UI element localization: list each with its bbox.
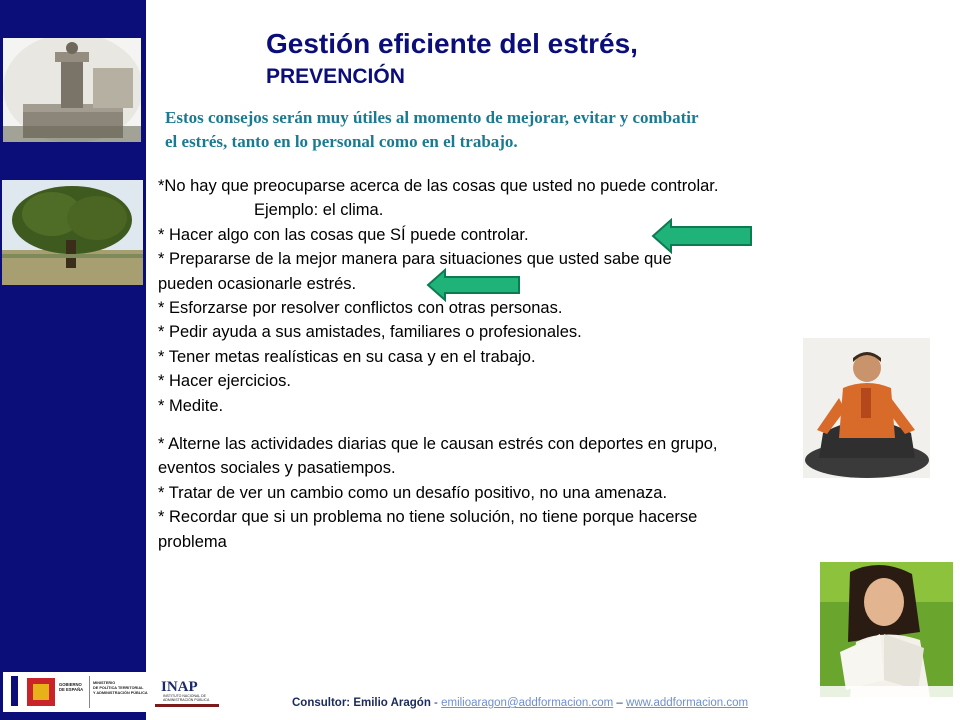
- tip-line: * Hacer ejercicios.: [158, 372, 291, 391]
- tip-example: Ejemplo: el clima.: [254, 201, 384, 220]
- tip-line: * Tener metas realísticas en su casa y en el trabajo.: [158, 347, 536, 366]
- tip-line: * Pedir ayuda a sus amistades, familiares o profesionales.: [158, 323, 582, 342]
- government-logos: [3, 672, 227, 712]
- tip-line: * Alterne las actividades diarias que le causan estrés con deportes en grupo,: [158, 435, 718, 453]
- inap-sub-text: INSTITUTO NACIONAL DE: [163, 694, 206, 698]
- arrow-left-icon: [651, 218, 754, 254]
- tip-line: * Esforzarse por resolver conflictos con otras personas.: [158, 299, 563, 318]
- footer-website-link[interactable]: www.addformacion.com: [626, 697, 749, 709]
- tip-line: * Hacer algo con las cosas que SÍ puede controlar.: [158, 225, 529, 244]
- tip-line: *No hay que preocuparse acerca de las cosas que usted no puede controlar.: [158, 177, 719, 195]
- footer-consultant: Consultor: Emilio Aragón: [292, 697, 431, 709]
- tips-list-continued: [158, 432, 918, 554]
- page-title: Gestión eficiente del estrés,: [266, 28, 638, 59]
- inap-sub-text: ADMINISTRACIÓN PÚBLICA: [163, 698, 210, 702]
- inap-logo-text: INAP: [161, 679, 198, 695]
- footer-separator: -: [430, 697, 442, 709]
- ministry-dept-text: Y ADMINISTRACIÓN PÚBLICA: [93, 691, 148, 695]
- tree-photo: [2, 180, 143, 285]
- footer: [292, 697, 748, 709]
- arrow-left-icon: [426, 268, 522, 302]
- ministry-dept-text: DE POLÍTICA TERRITORIAL: [93, 686, 144, 690]
- tip-line: pueden ocasionarle estrés.: [158, 274, 357, 293]
- ministry-logo-text: GOBIERNO: [59, 682, 82, 687]
- footer-email-link[interactable]: emilioaragon@addformacion.com: [441, 697, 614, 709]
- ministry-dept-text: MINISTERIO: [93, 681, 116, 685]
- tip-line: * Tratar de ver un cambio como un desafío positivo, no una amenaza.: [158, 483, 668, 502]
- ministry-logo-text: DE ESPAÑA: [59, 687, 84, 692]
- footer-separator: –: [613, 697, 627, 709]
- tip-line: eventos sociales y pasatiempos.: [158, 459, 396, 478]
- intro-line: el estrés, tanto en lo personal como en el trabajo.: [165, 132, 518, 151]
- tip-line: problema: [158, 532, 227, 551]
- tip-line: * Prepararse de la mejor manera para situaciones que usted sabe que: [158, 250, 672, 269]
- tip-line: * Recordar que si un problema no tiene solución, no tiene porque hacerse: [158, 508, 698, 527]
- intro-line: Estos consejos serán muy útiles al momento de mejorar, evitar y combatir: [165, 108, 699, 127]
- ministry-logo: [3, 672, 227, 712]
- intro-text: [165, 106, 865, 154]
- reading-woman-photo: [820, 562, 953, 697]
- fountain-photo: [3, 38, 141, 142]
- tip-line: * Medite.: [158, 396, 224, 415]
- page-subtitle: PREVENCIÓN: [266, 65, 405, 88]
